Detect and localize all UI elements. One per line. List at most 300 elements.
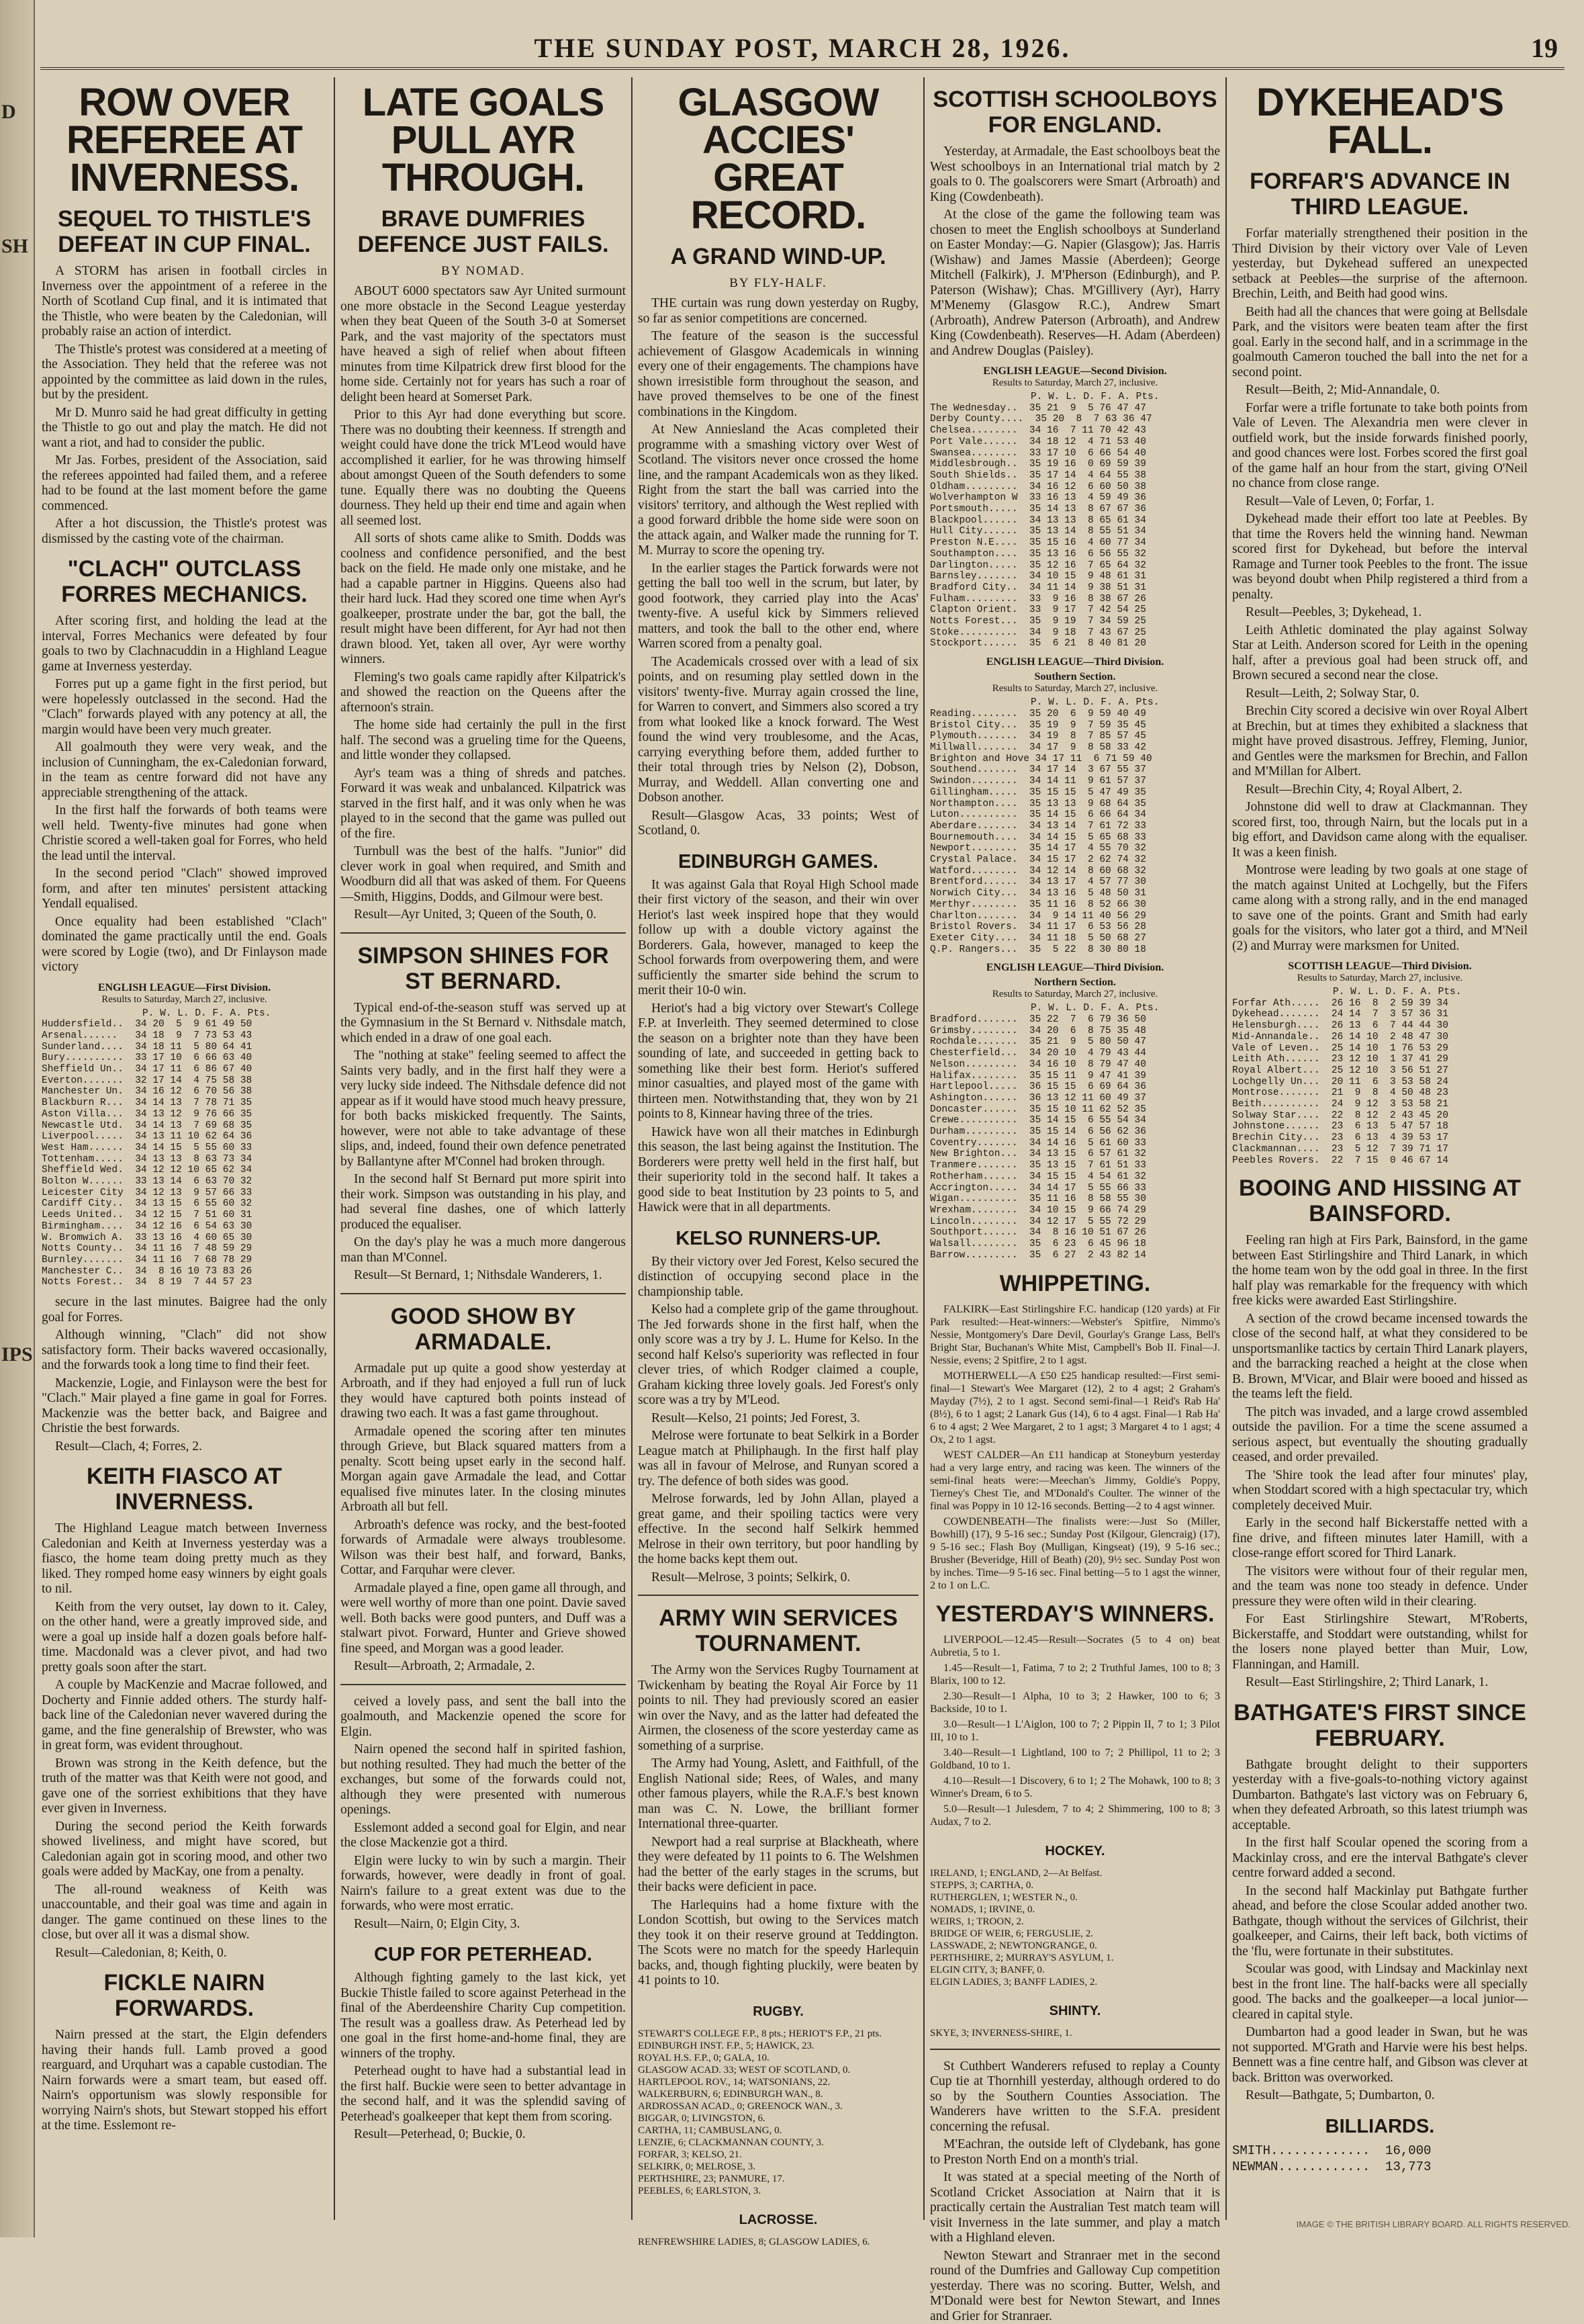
edge-fragment: IPS: [1, 1343, 33, 1366]
column-rule: [631, 77, 633, 2220]
subheadline: A GRAND WIND-UP.: [670, 244, 886, 269]
table-row: Brighton and Hove 34 17 11 6 71 59 40: [930, 753, 1152, 764]
table-row: Stockport...... 35 6 21 8 40 81 20: [930, 638, 1146, 650]
table-row: Reading........ 35 20 6 9 59 40 49: [930, 708, 1146, 719]
paragraph: Mackenzie, Logie, and Finlayson were the best for "Clach." Mair played a fine game in goal for Forres. Mackenzie was the better back, and Baigree and Christie the best forwards.: [42, 1376, 327, 1436]
table-row: Clapton Orient. 33 9 17 7 42 54 25: [930, 605, 1146, 616]
paragraph: Result—Leith, 2; Solway Star, 0.: [1246, 686, 1419, 701]
paragraph: For East Stirlingshire Stewart, M'Roberts, Bickerstaffe, and Stoddart were outstanding, whilst for the losers none played better than Muir, Low, Flanningan, and Hamill.: [1232, 1612, 1528, 1672]
paragraph: At the close of the game the following team was chosen to meet the English schoolboys at Sunderland on Easter Monday:—G. Napier (Glasgow); Jas. Harris (Wishaw) and James Massie (Aberdeen); George Mitchell (Falkirk), J. M'Pherson (Edinburgh), and P. Paterson (Wishaw); Chas. M'Gillivery (Ayr), Harry M'Menemy (Glasgow R.C.), Andrew Smart (Arbroath), Andrew Paterson (Arbroath), and Andrew King (Cowdenbeath). Reserves—H. Adam (Aberdeen) and Andrew Douglas (Paisley).: [930, 208, 1220, 358]
paragraph: The all-round weakness of Keith was unaccountable, and their goal was time and again in danger. The game continued on these lines to the close, but over all it was a dismal show.: [42, 1882, 327, 1942]
table-row: Fulham......... 33 9 16 8 38 67 26: [930, 593, 1146, 605]
paragraph: Arbroath's defence was rocky, and the best-footed forwards of Armadale were always troublesome. Wilson was their best half, and forward, Banks, Cottar, and Farquhar were clever.: [340, 1517, 626, 1577]
table-row: Newport........ 35 14 17 4 55 70 32: [930, 843, 1146, 854]
paragraph: It was stated at a special meeting of the North of Scotland Cricket Association at Nairn that it is practically certain the Australian Test match team will visit Inverness in the late summer, and play a match with a Highland eleven.: [930, 2170, 1220, 2245]
subheadline: ARMY WIN SERVICES TOURNAMENT.: [659, 1605, 898, 1656]
subheadline: BATHGATE'S FIRST SINCE FEBRUARY.: [1233, 1699, 1526, 1751]
paragraph: Although winning, "Clach" did not show satisfactory form. Their backs wavered occasionally, and the forwards took a long time to find their feet.: [42, 1328, 327, 1373]
column-2: [340, 77, 626, 2220]
paragraph: 1.45—Result—1, Fatima, 7 to 2; 2 Truthful James, 100 to 8; 3 Blarix, 100 to 12.: [930, 1662, 1220, 1687]
table-section: Northern Section.: [1034, 977, 1116, 989]
headline: GLASGOW ACCIES' GREAT RECORD.: [678, 81, 879, 237]
subheadline: WHIPPETING.: [999, 1270, 1151, 1296]
paragraph: 3.40—Result—1 Lightland, 100 to 7; 2 Phillipol, 11 to 2; 3 Goldband, 10 to 1.: [930, 1746, 1220, 1771]
paragraph: The Harlequins had a home fixture with the London Scottish, but owing to the Services match they took it on their reserve ground at Teddington. The Scots were no match for the speedy Harlequin backs, and, though fighting pluckily, were beaten by 41 points to 10.: [638, 1897, 919, 1987]
paragraph: The "nothing at stake" feeling seemed to affect the Saints very badly, and in the first half they were a very lucky side indeed. The Nithsdale defence did not appear as if it would have stood much heavy pressure, for both backs miskicked frequently. The Saints, however, were not able to take advantage of these slips, and, indeed, found their own defence penetrated by Ballantyne after M'Connel had broken through.: [340, 1048, 626, 1169]
results-heading: BILLIARDS.: [1325, 2115, 1435, 2137]
paragraph: Result—Bathgate, 5; Dumbarton, 0.: [1246, 2088, 1435, 2103]
article-body: [42, 264, 327, 547]
byline: BY FLY-HALF.: [729, 276, 827, 290]
table-row: Leith Ath...... 23 12 10 1 37 41 29: [1232, 1054, 1448, 1065]
table-header: P. W. L. D. F. A. Pts.: [1333, 987, 1462, 997]
table-title: ENGLISH LEAGUE—First Division.: [97, 981, 271, 993]
table-row: Grimsby........ 34 20 6 8 75 35 48: [930, 1025, 1146, 1036]
table-title: ENGLISH LEAGUE—Third Division.: [986, 656, 1164, 668]
table-row: LASSWADE, 2; NEWTONGRANGE, 0.: [930, 1940, 1097, 1951]
paragraph: Turnbull was the best of the halfs. "Junior" did clever work in goal when required, and Smith and Woodburn did all that was asked of them. For Queens—Smith, Higgins, Dodds, and Gilmour were best.: [340, 844, 626, 904]
paragraph: The pitch was invaded, and a large crowd assembled outside the pavilion. For a time the scene assumed a serious aspect, but eventually the shouting gradually ceased, and order prevailed.: [1232, 1404, 1528, 1465]
divider: [340, 1684, 626, 1685]
article-body: [638, 1663, 919, 1989]
page-number: 19: [1531, 33, 1558, 63]
table-row: Norwich City... 34 13 16 5 48 50 31: [930, 888, 1146, 899]
table-row: Tranmere....... 35 13 15 7 61 51 33: [930, 1160, 1146, 1171]
table-row: Rotherham...... 34 15 15 4 54 61 32: [930, 1171, 1146, 1182]
table-row: Cardiff City.. 34 13 15 6 55 60 32: [42, 1198, 252, 1210]
paragraph: Forfar materially strengthened their position in the Third Division by their victory over Vale of Leven yesterday, but Dykehead suffered an unexpected setback at Peebles—the surprise of the afternoon. Brechin, Leith, and Beith had good wins.: [1232, 226, 1528, 301]
league-table: [42, 982, 327, 1289]
paragraph: Result—Ayr United, 3; Queen of the South, 0.: [354, 907, 597, 922]
table-row: IRELAND, 1; ENGLAND, 2—At Belfast.: [930, 1867, 1103, 1879]
table-row: Walsall........ 35 6 23 6 45 96 18: [930, 1239, 1146, 1250]
byline: BY NOMAD.: [441, 264, 525, 278]
table-row: Helensburgh.... 26 13 6 7 44 44 30: [1232, 1020, 1448, 1032]
paragraph: Result—St Bernard, 1; Nithsdale Wanderers, 1.: [354, 1268, 602, 1282]
paragraph: All sorts of shots came alike to Smith. Dodds was coolness and confidence personified, and the best back on the field. He made only one mistake, and he had a capable partner in Higgins. Queens also had their hard luck. Had they scored one time when Ayr's goalkeeper, prostrate under the bar, got the ball, the result might have been different, for Ayr had not then drawn blood. Yet, taken all over, Ayr were worthy winners.: [340, 531, 626, 666]
article-body: [340, 1361, 626, 1674]
table-row: Swansea........ 33 17 10 6 66 54 40: [930, 447, 1146, 459]
table-row: Bristol Rovers. 34 11 17 6 53 56 28: [930, 922, 1146, 933]
table-row: Plymouth....... 34 19 8 7 85 57 45: [930, 731, 1146, 742]
subheadline: GOOD SHOW BY ARMADALE.: [390, 1303, 576, 1355]
table-row: RENFREWSHIRE LADIES, 8; GLASGOW LADIES, 6.: [638, 2236, 870, 2247]
table-row: Barnsley....... 34 10 15 9 48 61 31: [930, 571, 1146, 582]
table-row: ARDROSSAN ACAD., 0; GREENOCK WAN., 3.: [638, 2100, 843, 2112]
paragraph: Melrose were fortunate to beat Selkirk in a Border League match at Philiphaugh. In the first half play was all in favour of Melrose, and Runyan scored a try. The defence of both sides was good.: [638, 1429, 919, 1488]
article-body: [340, 1695, 626, 1932]
headline: LATE GOALS PULL AYR THROUGH.: [362, 81, 604, 199]
table-row: Swindon........ 34 14 11 9 61 57 37: [930, 776, 1146, 787]
table-row: PERTHSHIRE, 23; PANMURE, 17.: [638, 2173, 785, 2184]
table-rows: [1232, 998, 1528, 1167]
table-row: Johnstone...... 23 6 13 5 47 57 18: [1232, 1121, 1448, 1132]
article-body: [638, 296, 919, 839]
paragraph: Hawick have won all their matches in Edinburgh this season, the last being against the Institution. The Borderers were pretty well held in the first half, but their superiority told in the second half. It takes a good side to beat Institution by 23 points to 5, and Hawick were that in all departments.: [638, 1124, 919, 1214]
table-row: Mid-Annandale.. 26 14 10 2 48 47 30: [1232, 1031, 1448, 1042]
table-row: Stoke.......... 34 9 18 7 43 67 25: [930, 627, 1146, 638]
paragraph: Early in the second half Bickerstaffe netted with a fine drive, and fifteen minutes later Hamill, with a close-range effort scored for Third Lanark.: [1232, 1516, 1528, 1561]
table-row: PERTHSHIRE, 2; MURRAY'S ASYLUM, 1.: [930, 1952, 1114, 1963]
paragraph: A STORM has arisen in football circles in Inverness over the appointment of a referee in the North of Scotland Cup final, and it is intimated that the Thistle, who were beaten by the Caledonian, will probably raise an action of interdict.: [42, 264, 327, 339]
article-body: [930, 1303, 1220, 1592]
table-row: Vale of Leven.. 25 14 10 1 76 53 29: [1232, 1042, 1448, 1054]
table-row: W. Bromwich A. 33 13 16 4 60 65 30: [42, 1232, 252, 1243]
paragraph: By their victory over Jed Forest, Kelso secured the distinction of occupying second place in the championship table.: [638, 1254, 919, 1299]
table-row: GLASGOW ACAD. 33; WEST OF SCOTLAND, 0.: [638, 2064, 851, 2075]
table-row: Hull City...... 35 13 14 8 55 51 34: [930, 526, 1146, 537]
article-body: [42, 1521, 327, 1961]
table-header: P. W. L. D. F. A. Pts.: [1031, 1003, 1160, 1014]
table-row: Southampton.... 35 13 16 6 56 55 32: [930, 548, 1146, 560]
table-row: Lincoln........ 34 12 17 5 55 72 29: [930, 1216, 1146, 1227]
league-table: [930, 656, 1220, 955]
results-list: [638, 2028, 919, 2197]
article-body: [340, 1001, 626, 1284]
paragraph: 5.0—Result—1 Julesdem, 7 to 4; 2 Shimmering, 100 to 8; 3 Audax, 7 to 2.: [930, 1803, 1220, 1828]
subheadline: SEQUEL TO THISTLE'S DEFEAT IN CUP FINAL.: [57, 206, 312, 257]
paragraph: The home side had certainly the pull in the first half. The second was a grueling time for the Queens, and little wonder they collapsed.: [340, 718, 626, 762]
table-row: LENZIE, 6; CLACKMANNAN COUNTY, 3.: [638, 2137, 824, 2148]
table-row: Chelsea........ 34 16 7 11 70 42 43: [930, 425, 1146, 437]
article-body: [638, 878, 919, 1216]
paragraph: Leith Athletic dominated the play against Solway Star at Leith. Anderson scored for Leith in the opening half, after a previous goal had been struck off, and Brown secured a second near the close.: [1232, 623, 1528, 682]
paragraph: In the second half St Bernard put more spirit into their work. Simpson was outstanding in his play, and had several fine dashes, one of which latterly produced the equaliser.: [340, 1172, 626, 1232]
article-body: [42, 1295, 327, 1454]
table-row: Bury.......... 33 17 10 6 66 63 40: [42, 1053, 252, 1064]
table-row: Barrow......... 35 6 27 2 43 82 14: [930, 1249, 1146, 1261]
paragraph: Result—Arbroath, 2; Armadale, 2.: [354, 1659, 535, 1673]
paragraph: A couple by MacKenzie and Macrae followed, and Docherty and Finnie added others. The sturdy half-back line of the Caledonian never wavered during the game, and the fine generalship of Brewster, who was in great form, was evident throughout.: [42, 1678, 327, 1753]
table-row: Bristol City... 35 19 9 7 59 35 45: [930, 719, 1146, 731]
table-row: Hartlepool..... 36 15 15 6 69 64 36: [930, 1081, 1146, 1093]
divider: [638, 1595, 919, 1596]
table-row: Coventry....... 34 14 16 5 61 60 33: [930, 1137, 1146, 1149]
headline: ROW OVER REFEREE AT INVERNESS.: [66, 81, 302, 199]
table-row: Dykehead....... 24 14 7 3 57 36 31: [1232, 1009, 1448, 1020]
paragraph: Dykehead made their effort too late at Peebles. By that time the Rovers held the winning hand. Newman scored first for Dykehead, but before the interval Ramage and Turner took Peebles to the front. The issue was beyond doubt when Philp registered a third from a penalty.: [1232, 512, 1528, 602]
paragraph: WEST CALDER—An £11 handicap at Stoneyburn yesterday had a very large entry, and racing was keen. The winners of the semi-final heats were:—Meechan's Jimmy, Goldie's Poppy, Tierney's Chest Tie, and M'Donald's Coulter. The winner of the final was Poppy in 10 12-16 seconds. Betting—2 to 4 agst winner.: [930, 1449, 1220, 1512]
paragraph: Result—Glasgow Acas, 33 points; West of Scotland, 0.: [638, 808, 919, 838]
table-row: Aston Villa... 34 13 12 9 76 66 35: [42, 1108, 252, 1120]
results-heading: HOCKEY.: [1045, 1843, 1105, 1859]
paragraph: Yesterday, at Armadale, the East schoolboys beat the West schoolboys in an International trial match by 2 goals to 0. The goalscorers were Smart (Arbroath) and King (Cowdenbeath).: [930, 144, 1220, 204]
paragraph: Scoular was good, with Lindsay and Mackinlay next best in the front line. The half-backs were all specially good. The backs and the goalkeeper—a local junior—cleared in capital style.: [1232, 1962, 1528, 2022]
table-row: West Ham...... 34 14 15 5 55 60 33: [42, 1142, 252, 1153]
paragraph: The Academicals crossed over with a lead of six points, and on resuming play settled down in the visitors' twenty-five. Murray again crossed the line, for Warren to convert, and Simmers also scored a try from what looked like a knock forward. The West found the wind very troublesome, and the Acas, carrying everything before them, added further to their total through tries by Nelson (2), Dobson, Murray, and Weddell. Allan converting one and Dobson another.: [638, 654, 919, 805]
newspaper-title: THE SUNDAY POST, MARCH 28, 1926.: [534, 33, 1071, 63]
table-row: ELGIN CITY, 3; BANFF, 0.: [930, 1964, 1045, 1975]
table-row: Charlton....... 34 9 14 11 40 56 29: [930, 910, 1146, 922]
table-row: Leicester City 34 12 13 9 57 66 33: [42, 1187, 252, 1198]
paragraph: Mr D. Munro said he had great difficulty in getting the Thistle to go out and play the match. He did not want a riot, and had to consider the public.: [42, 405, 327, 450]
table-row: HARTLEPOOL ROV., 14; WATSONIANS, 22.: [638, 2076, 831, 2088]
table-title: ENGLISH LEAGUE—Third Division.: [986, 962, 1164, 974]
table-row: Watford........ 34 12 14 8 60 68 32: [930, 865, 1146, 877]
table-row: The Wednesday.. 35 21 9 5 76 47 47: [930, 402, 1146, 414]
paragraph: Result—Clach, 4; Forres, 2.: [55, 1439, 202, 1454]
paragraph: Result—Vale of Leven, 0; Forfar, 1.: [1246, 494, 1434, 508]
table-row: Notts Forest... 35 9 19 7 34 59 25: [930, 616, 1146, 627]
paragraph: ceived a lovely pass, and sent the ball into the goalmouth, and Mackenzie opened the score for Elgin.: [340, 1694, 626, 1739]
table-row: STEPPS, 3; CARTHA, 0.: [930, 1879, 1034, 1891]
table-row: Leeds United.. 34 12 15 7 51 60 31: [42, 1210, 252, 1221]
article-body: [42, 614, 327, 975]
paragraph: ABOUT 6000 spectators saw Ayr United surmount one more obstacle in the Second League yesterday when they beat Queen of the South 3-0 at Somerset Park, and the vast majority of the spectators must have heaved a sigh of relief when about fifteen minutes from time Kilpatrick drew first blood for the home side. Certainly not for years has such a roar of delight been heard at Somerset Park.: [340, 284, 626, 404]
table-section: Southern Section.: [1034, 671, 1116, 683]
table-row: SELKIRK, 0; MELROSE, 3.: [638, 2161, 756, 2172]
table-row: BRIDGE OF WEIR, 6; FERGUSLIE, 2.: [930, 1928, 1094, 1939]
paragraph: Ayr's team was a thing of shreds and patches. Forward it was weak and unbalanced. Kilpatrick was starved in the first half, and it was only when he was played to in the second that the game was pulled out of the fire.: [340, 766, 626, 841]
table-row: Crystal Palace. 34 15 17 2 62 74 32: [930, 854, 1146, 866]
table-title: SCOTTISH LEAGUE—Third Division.: [1288, 960, 1472, 972]
paragraph: M'Eachran, the outside left of Clydebank, has gone to Preston North End on a month's trial.: [930, 2137, 1220, 2167]
table-row: Liverpool..... 34 13 11 10 62 64 36: [42, 1131, 252, 1143]
subheadline: KELSO RUNNERS-UP.: [675, 1227, 881, 1249]
table-row: Clackmannan.... 23 5 12 7 39 71 17: [1232, 1143, 1448, 1155]
column-rule: [1225, 77, 1227, 2220]
table-row: Exeter City.... 34 11 18 5 50 68 27: [930, 932, 1146, 944]
results-heading: LACROSSE.: [739, 2212, 818, 2227]
table-row: Peebles Rovers. 22 7 15 0 46 67 14: [1232, 1155, 1448, 1166]
paragraph: In the second period "Clach" showed improved form, and after ten minutes' persistent attacking Yendall equalised.: [42, 866, 327, 911]
paragraph: Prior to this Ayr had done everything but score. There was no doubting their keenness. If strength and weight could have done the trick M'Leod would have accomplished it earlier, for he was throwing himself about amongst Queen of the South defenders to some tune. Equally there was no doubting the Queens dourness. They held up their end time and again when all seemed lost.: [340, 408, 626, 528]
table-row: Doncaster...... 35 15 10 11 62 52 35: [930, 1104, 1146, 1115]
league-table: [930, 365, 1220, 650]
article-body: [638, 1255, 919, 1586]
billiards-scores: [1232, 2143, 1528, 2175]
paragraph: A section of the crowd became incensed towards the close of the second half, at what they considered to be unsportsmanlike tactics by certain Third Lanark players, and the barracking reached a height at the close when B. Brown, M'Vicar, and Blair were booed and hissed as the teams left the field.: [1232, 1311, 1528, 1402]
paragraph: Newport had a real surprise at Blackheath, where they were defeated by 11 points to 6. The Welshmen had the better of the early stages in the scrums, but their backs were deficient in pace.: [638, 1834, 919, 1894]
paragraph: All goalmouth they were very weak, and the inclusion of Cunningham, the ex-Caledonian forward, in the team as centre forward did not have any appreciable strengthening of the attack.: [42, 740, 327, 800]
table-row: Manchester C.. 34 8 16 10 73 83 26: [42, 1265, 252, 1277]
paragraph: LIVERPOOL—12.45—Result—Socrates (5 to 4 on) beat Aubretia, 5 to 1.: [930, 1634, 1220, 1658]
paragraph: Elgin were lucky to win by such a margin. Their forwards, however, were deadly in front of goal. Nairn's failure to a great extent was due to the forwards, who were most erratic.: [340, 1853, 626, 1913]
paragraph: THE curtain was rung down yesterday on Rugby, so far as senior competitions are concerned.: [638, 296, 919, 326]
table-row: Forfar Ath..... 26 16 8 2 59 39 34: [1232, 997, 1448, 1009]
paragraph: Johnstone did well to draw at Clackmannan. They scored first, too, through Nairn, but the locals put in a big effort, and Davidson came along with the equaliser. It was a keen finish.: [1232, 800, 1528, 860]
paragraph: Keith from the very outset, lay down to it. Caley, on the other hand, were a greatly improved side, and were a goal up inside half a dozen goals before half-time. Macdonald was a clever pivot, and had two pretty goals soon after the start.: [42, 1599, 327, 1674]
results-heading: RUGBY.: [753, 2004, 804, 2019]
table-row: Burnley....... 34 11 16 7 68 78 29: [42, 1254, 252, 1265]
column-rule: [334, 77, 335, 2220]
paragraph: Bathgate brought delight to their supporters yesterday with a five-goals-to-nothing victory against Dumbarton. Bathgate's last victory was on February 6, when they defeated Arbroath, so this latest triumph was acceptable.: [1232, 1757, 1528, 1832]
table-row: RUTHERGLEN, 1; WESTER N., 0.: [930, 1891, 1078, 1903]
paragraph: The Thistle's protest was considered at a meeting of the Association. They held that the referee was not appointed by the committee as laid down in the rules, but by the president.: [42, 342, 327, 402]
table-row: Notts Forest.. 34 8 19 7 44 57 23: [42, 1277, 252, 1288]
table-row: Arsenal...... 34 18 9 7 73 53 43: [42, 1030, 252, 1041]
article-body: [930, 1634, 1220, 1828]
paragraph: Fleming's two goals came rapidly after Kilpatrick's and showed the reaction on the Queens after the afternoon's strain.: [340, 670, 626, 715]
paragraph: Armadale played a fine, open game all through, and were well worthy of more than one point. Davie saved well. Both backs were good punters, and Duff was a stalwart pivot. Forward, Hunter and Grieve showed fine speed, and Morgan was a good leader.: [340, 1580, 626, 1656]
table-row: Manchester Un. 34 16 12 6 70 56 38: [42, 1086, 252, 1098]
copyright-notice: IMAGE © THE BRITISH LIBRARY BOARD. ALL RIGHTS RESERVED.: [1296, 2219, 1571, 2229]
edge-fragment: SH: [1, 235, 29, 257]
table-row: Birmingham.... 34 12 16 6 54 63 30: [42, 1220, 252, 1232]
article-body: [930, 144, 1220, 359]
table-row: Halifax........ 35 15 11 9 47 41 39: [930, 1070, 1146, 1081]
table-row: Beith.......... 24 9 12 3 53 58 21: [1232, 1099, 1448, 1110]
table-row: WALKERBURN, 6; EDINBURGH WAN., 8.: [638, 2088, 823, 2100]
table-row: New Brighton... 34 13 15 6 57 61 32: [930, 1149, 1146, 1160]
masthead: [40, 27, 1565, 70]
subheadline: BRAVE DUMFRIES DEFENCE JUST FAILS.: [357, 206, 609, 257]
table-row: Q.P. Rangers... 35 5 22 8 30 80 18: [930, 944, 1146, 955]
table-row: Wrexham........ 34 10 15 9 66 74 29: [930, 1205, 1146, 1216]
column-3: [638, 77, 919, 2247]
table-row: South Shields.. 35 17 14 4 64 55 38: [930, 470, 1146, 481]
paragraph: On the day's play he was a much more dangerous man than M'Connel.: [340, 1235, 626, 1265]
table-row: Sheffield Un.. 34 17 11 6 86 67 40: [42, 1064, 252, 1075]
paragraph: Result—Beith, 2; Mid-Annandale, 0.: [1246, 383, 1440, 397]
table-row: Northampton.... 35 13 13 9 68 64 35: [930, 798, 1146, 809]
headline: DYKEHEAD'S FALL.: [1256, 81, 1503, 162]
table-row: Durham......... 35 15 14 6 56 62 36: [930, 1126, 1146, 1138]
article-body: [930, 2059, 1220, 2324]
table-row: Bournemouth.... 34 14 15 5 65 68 33: [930, 832, 1146, 843]
table-row: BIGGAR, 0; LIVINGSTON, 6.: [638, 2112, 765, 2124]
table-row: Huddersfield.. 34 20 5 9 61 49 50: [42, 1019, 252, 1030]
table-row: Sunderland.... 34 18 11 5 80 64 41: [42, 1041, 252, 1053]
article-body: [1232, 226, 1528, 954]
table-header: P. W. L. D. F. A. Pts.: [1031, 392, 1160, 402]
table-row: Montrose....... 21 9 8 4 50 48 23: [1232, 1087, 1448, 1099]
paragraph: Feeling ran high at Firs Park, Bainsford, in the game between East Stirlingshire and Third Lanark, in which the home team won by the odd goal in three. In the first half play was remarkable for the frequency with which free kicks were awarded East Stirlingshire.: [1232, 1233, 1528, 1308]
results-list: [638, 2236, 919, 2248]
table-row: Lochgelly Un... 20 11 6 3 53 58 24: [1232, 1076, 1448, 1087]
paragraph: It was against Gala that Royal High School made their first victory of the season, and their win over Heriot's last week inspired hope that they would follow up with a double victory against the Borderers. Gala, however, managed to keep the School forwards from overpowering them, and were sufficiently the smarter side behind the scrum to merit their 10-0 win.: [638, 877, 919, 997]
column-1: [42, 77, 327, 2220]
paragraph: Result—Melrose, 3 points; Selkirk, 0.: [651, 1570, 851, 1584]
table-title: ENGLISH LEAGUE—Second Division.: [983, 365, 1167, 377]
table-row: Everton....... 32 17 14 4 75 58 38: [42, 1075, 252, 1086]
paragraph: Brechin City scored a decisive win over Royal Albert at Brechin, but at times they exhibited a slackness that might have proved disastrous. Jeffrey, Fleming, Junior, and Gentles were the marksmen for Brechin, and Fallon and M'Millan for Albert.: [1232, 704, 1528, 778]
paragraph: Esslemont added a second goal for Elgin, and near the close Mackenzie got a third.: [340, 1820, 626, 1850]
results-list: [930, 1867, 1220, 1988]
table-row: Newcastle Utd. 34 14 13 7 69 68 35: [42, 1120, 252, 1131]
table-rows: [930, 403, 1220, 650]
table-row: Preston N.E.... 35 15 16 4 60 77 34: [930, 537, 1146, 549]
paragraph: The visitors were without four of their regular men, and the team was none too steady in defence. Under pressure they were often wild in their clearing.: [1232, 1564, 1528, 1609]
table-row: Ashington...... 36 13 12 11 60 49 37: [930, 1092, 1146, 1104]
paragraph: Armadale opened the scoring after ten minutes through Grieve, but Black squared matters from a penalty. Scott being upset early in the second half. Morgan again gave Armadale the lead, and Cottar equalised five minutes later. In the closing minutes Arbroath all but fell.: [340, 1424, 626, 1514]
paragraph: Result—Nairn, 0; Elgin City, 3.: [354, 1916, 520, 1931]
paragraph: Nairn opened the second half in spirited fashion, but nothing resulted. They had much the better of the exchanges, but some of the forwards could not, although they were presented with numerous openings.: [340, 1742, 626, 1817]
table-row: Sheffield Wed. 34 12 12 10 65 62 34: [42, 1165, 252, 1176]
league-table: [930, 962, 1220, 1261]
table-row: Chesterfield... 34 20 10 4 79 43 44: [930, 1048, 1146, 1059]
paragraph: The feature of the season is the successful achievement of Glasgow Academicals in winning every one of their engagements. The champions have shown irresistible form throughout the season, and have proved themselves to be one of the finest combinations in the Kingdom.: [638, 329, 919, 419]
table-row: Southport...... 34 8 16 10 51 67 26: [930, 1227, 1146, 1239]
subheadline: FORFAR'S ADVANCE IN THIRD LEAGUE.: [1250, 169, 1510, 220]
paragraph: Brown was strong in the Keith defence, but the truth of the matter was that Keith were not good, and gave one of the sorriest exhibitions that they have ever given in Inverness.: [42, 1756, 327, 1816]
table-row: Blackpool...... 34 13 13 8 65 61 34: [930, 515, 1146, 526]
paragraph: Montrose were leading by two goals at one stage of the match against United at Lochgelly, but the Fifers came along with a strong rally, and in the end managed to save one of the points. Grant and Smith had early goals for the visitors, who later got a third, and M'Neil (2) and Murray were marksmen for United.: [1232, 863, 1528, 953]
subheadline: KEITH FIASCO AT INVERNESS.: [87, 1464, 282, 1515]
paragraph: Heriot's had a big victory over Stewart's College F.P. at Inverleith. They seemed determined to close the season on a brighter note than they have been sounding of late, and succeeded in getting back to something like their best form. Heriot's suffered minor casualties, and played most of the game with thirteen men. Notwithstanding that, they won by 21 points to 8, Kinnear having three of the tries.: [638, 1001, 919, 1121]
paragraph: During the second period the Keith forwards showed liveliness, and might have scored, but Caledonian again got in scoring mood, and other two goals were added by MacKay, one from a penalty.: [42, 1819, 327, 1879]
subheadline: EDINBURGH GAMES.: [678, 850, 879, 873]
table-row: Blackburn R... 34 14 13 7 78 71 35: [42, 1098, 252, 1109]
table-row: Middlesbrough.. 35 19 16 0 69 59 39: [930, 459, 1146, 470]
table-subtitle: Results to Saturday, March 27, inclusive.: [992, 377, 1158, 388]
paragraph: FALKIRK—East Stirlingshire F.C. handicap (120 yards) at Fir Park resulted:—Heat-winners:—Webster's Spitfire, Nimmo's Nessie, Montgomery's Dare Devil, Gourlay's Grange Lass, Bell's Bright Star, Buchanan's White Mist, Campbell's Bob II. Final—J. Nessie, evens; 2 Spitfire, 2 to 1 agst.: [930, 1303, 1220, 1366]
table-row: Royal Albert... 25 12 10 3 56 51 27: [1232, 1065, 1448, 1076]
table-subtitle: Results to Saturday, March 27, inclusive.: [1297, 973, 1463, 983]
table-row: NOMADS, 1; IRVINE, 0.: [930, 1904, 1035, 1915]
paragraph: At New Anniesland the Acas completed their programme with a smashing victory over West of Scotland. The visitors never once crossed the home line, and the rampant Academicals won as they liked. Right from the start the ball was carried into the visitors' territory, and although the West replied with a good forward dribble the home side were soon on the attack again, and Walker made the running for T. M. Murray to score the opening try.: [638, 422, 919, 557]
table-row: ROYAL H.S. F.P., 0; GALA, 10.: [638, 2052, 770, 2063]
paragraph: Nairn pressed at the start, the Elgin defenders having their hands full. Lamb proved a good rearguard, and Urquhart was a capable custodian. The Nairn forwards were a smart team, but eased off. Nairn's opportunism was slowly responsible for worrying Nairn's shots, but Stewart stopped his effort at the time. Esslemont re-: [42, 2028, 327, 2133]
article-body: [42, 2028, 327, 2134]
table-row: ELGIN LADIES, 3; BANFF LADIES, 2.: [930, 1976, 1098, 1987]
paragraph: Newton Stewart and Stranraer met in the second round of the Dumfries and Galloway Cup competition yesterday. There was no scoring. Butter, Welsh, and M'Donald were best for Newton Stewart, and Innes and Grier for Stranraer.: [930, 2248, 1220, 2323]
table-row: Nelson......... 34 16 10 8 79 47 40: [930, 1059, 1146, 1070]
paragraph: MOTHERWELL—A £50 £25 handicap resulted:—First semi-final—1 Stewart's Wee Margaret (12), 2 to 4 agst; 2 Graham's Mayday (7½), 2 to 1 agst. Second semi-final—1 Reid's Rab Ha' (8½), 6 to 1 agst; 2 Lanark Gus (14), 6 to 4 agst. Final—1 Rab Ha' 6 to 4 agst; 2 Wee Margaret, 2 to 1 agst; 3 Margaret 4 to 1 agst; 4 Ox, 2 to 1 agst.: [930, 1370, 1220, 1445]
table-row: Brentford...... 34 13 17 4 57 77 30: [930, 877, 1146, 888]
table-row: Port Vale...... 34 18 12 4 71 53 40: [930, 436, 1146, 447]
table-row: Crewe.......... 35 14 15 6 55 54 34: [930, 1115, 1146, 1126]
results-heading: SHINTY.: [1049, 2003, 1101, 2018]
paragraph: St Cuthbert Wanderers refused to replay a County Cup tie at Thornhill yesterday, although ordered to do so by the Southern Counties Association. The Wanderers have written to the S.F.A. president concerning the refusal.: [930, 2059, 1220, 2134]
subheadline: FICKLE NAIRN FORWARDS.: [103, 1970, 265, 2022]
article-body: [1232, 1758, 1528, 2104]
subheadline: SIMPSON SHINES FOR ST BERNARD.: [357, 942, 609, 994]
subheadline: YESTERDAY'S WINNERS.: [935, 1601, 1215, 1627]
paragraph: Melrose forwards, led by John Allan, played a great game, and their spoiling tactics were very effective. In the second half Selkirk hemmed Melrose in their own territory, but poor handling by the home backs kept them out.: [638, 1492, 919, 1566]
paragraph: Beith had all the chances that were going at Bellsdale Park, and the visitors were beaten team after the first goal. Early in the second half, and in a scrimmage in the goalmouth Cameron touched the ball into the net for a second point.: [1232, 304, 1528, 379]
table-rows: [930, 1014, 1220, 1261]
paragraph: In the first half Scoular opened the scoring from a Mackinlay cross, and ere the interval Bathgate's clever centre forward added a second.: [1232, 1836, 1528, 1881]
league-table: [1232, 960, 1528, 1166]
table-row: Wigan.......... 35 11 16 8 58 55 30: [930, 1194, 1146, 1205]
paragraph: Peterhead ought to have had a substantial lead in the first half. Buckie were seen to better advantage in the second half, and it was the splendid saving of Peterhead's goalkeeper that kept them from scoring.: [340, 2064, 626, 2124]
paragraph: In the first half the forwards of both teams were well held. Twenty-five minutes had gone when Christie scored a well-taken goal for Forres, who held the lead until the interval.: [42, 803, 327, 863]
table-subtitle: Results to Saturday, March 27, inclusive.: [101, 993, 267, 1005]
edge-fragment: D: [1, 101, 16, 123]
divider: [340, 932, 626, 934]
table-header: P. W. L. D. F. A. Pts.: [1031, 697, 1160, 709]
table-row: SKYE, 3; INVERNESS-SHIRE, 1.: [930, 2027, 1072, 2039]
table-row: Bradford....... 35 22 7 6 79 36 50: [930, 1014, 1146, 1026]
table-header: P. W. L. D. F. A. Pts.: [142, 1008, 271, 1019]
paragraph: Forres put up a game fight in the first period, but were hopelessly outclassed in the second. Had the "Clach" forwards played with any potency at all, the margin would have been very much greater.: [42, 677, 327, 737]
paragraph: The Army won the Services Rugby Tournament at Twickenham by beating the Royal Air Force by 11 points to nil. They had previously scored an easier win over the Navy, and as the latter had defeated the Airmen, the closeness of the score yesterday came as something of a surprise.: [638, 1663, 919, 1753]
paragraph: Once equality had been established "Clach" dominated the game practically until the end. Goals were scored by Logie (two), and Dr Finlayson made victory: [42, 914, 327, 974]
table-row: Notts County.. 34 11 16 7 48 59 29: [42, 1243, 252, 1255]
paragraph: Typical end-of-the-season stuff was served up at the Gymnasium in the St Bernard v. Nithsdale match, which ended in a draw of one goal each.: [340, 1000, 626, 1045]
paragraph: The Highland League match between Inverness Caledonian and Keith at Inverness yesterday was a fiasco, the home team doing pretty much as they liked. They romped home easy winners by eight goals to nil.: [42, 1521, 327, 1597]
paragraph: The Army had Young, Aslett, and Faithfull, of the English National side; Rees, of Wales, and many other famous players, while the R.A.F.'s best known man was C. N. Lowe, the brilliant former International three-quarter.: [638, 1756, 919, 1831]
paragraph: Result—East Stirlingshire, 2; Third Lanark, 1.: [1246, 1675, 1489, 1690]
table-row: Portsmouth..... 35 14 13 8 67 67 36: [930, 504, 1146, 515]
table-row: Merthyr........ 35 11 16 8 52 66 30: [930, 899, 1146, 910]
paragraph: 3.0—Result—1 L'Aiglon, 100 to 7; 2 Pippin II, 7 to 1; 3 Pilot III, 10 to 1.: [930, 1718, 1220, 1743]
table-row: Aberdare....... 34 13 14 7 61 72 33: [930, 820, 1146, 832]
column-5: [1232, 77, 1528, 2220]
paragraph: Result—Caledonian, 8; Keith, 0.: [55, 1945, 227, 1960]
paragraph: Result—Peebles, 3; Dykehead, 1.: [1246, 605, 1422, 619]
table-row: Bolton W...... 33 13 14 6 63 70 32: [42, 1176, 252, 1188]
table-row: Gillingham..... 35 15 15 5 47 49 35: [930, 787, 1146, 798]
table-row: EDINBURGH INST. F.P., 5; HAWICK, 23.: [638, 2040, 814, 2051]
table-row: Millwall....... 34 17 9 8 58 33 42: [930, 742, 1146, 753]
subheadline: "CLACH" OUTCLASS FORRES MECHANICS.: [61, 556, 308, 607]
paragraph: Result—Kelso, 21 points; Jed Forest, 3.: [651, 1411, 860, 1425]
paragraph: After scoring first, and holding the lead at the interval, Forres Mechanics were defeated by four goals to two by Clachnacuddin in a Highland League game at Inverness yesterday.: [42, 614, 327, 674]
table-rows: [42, 1019, 327, 1288]
score-row: NEWMAN............ 13,773: [1232, 2159, 1432, 2174]
